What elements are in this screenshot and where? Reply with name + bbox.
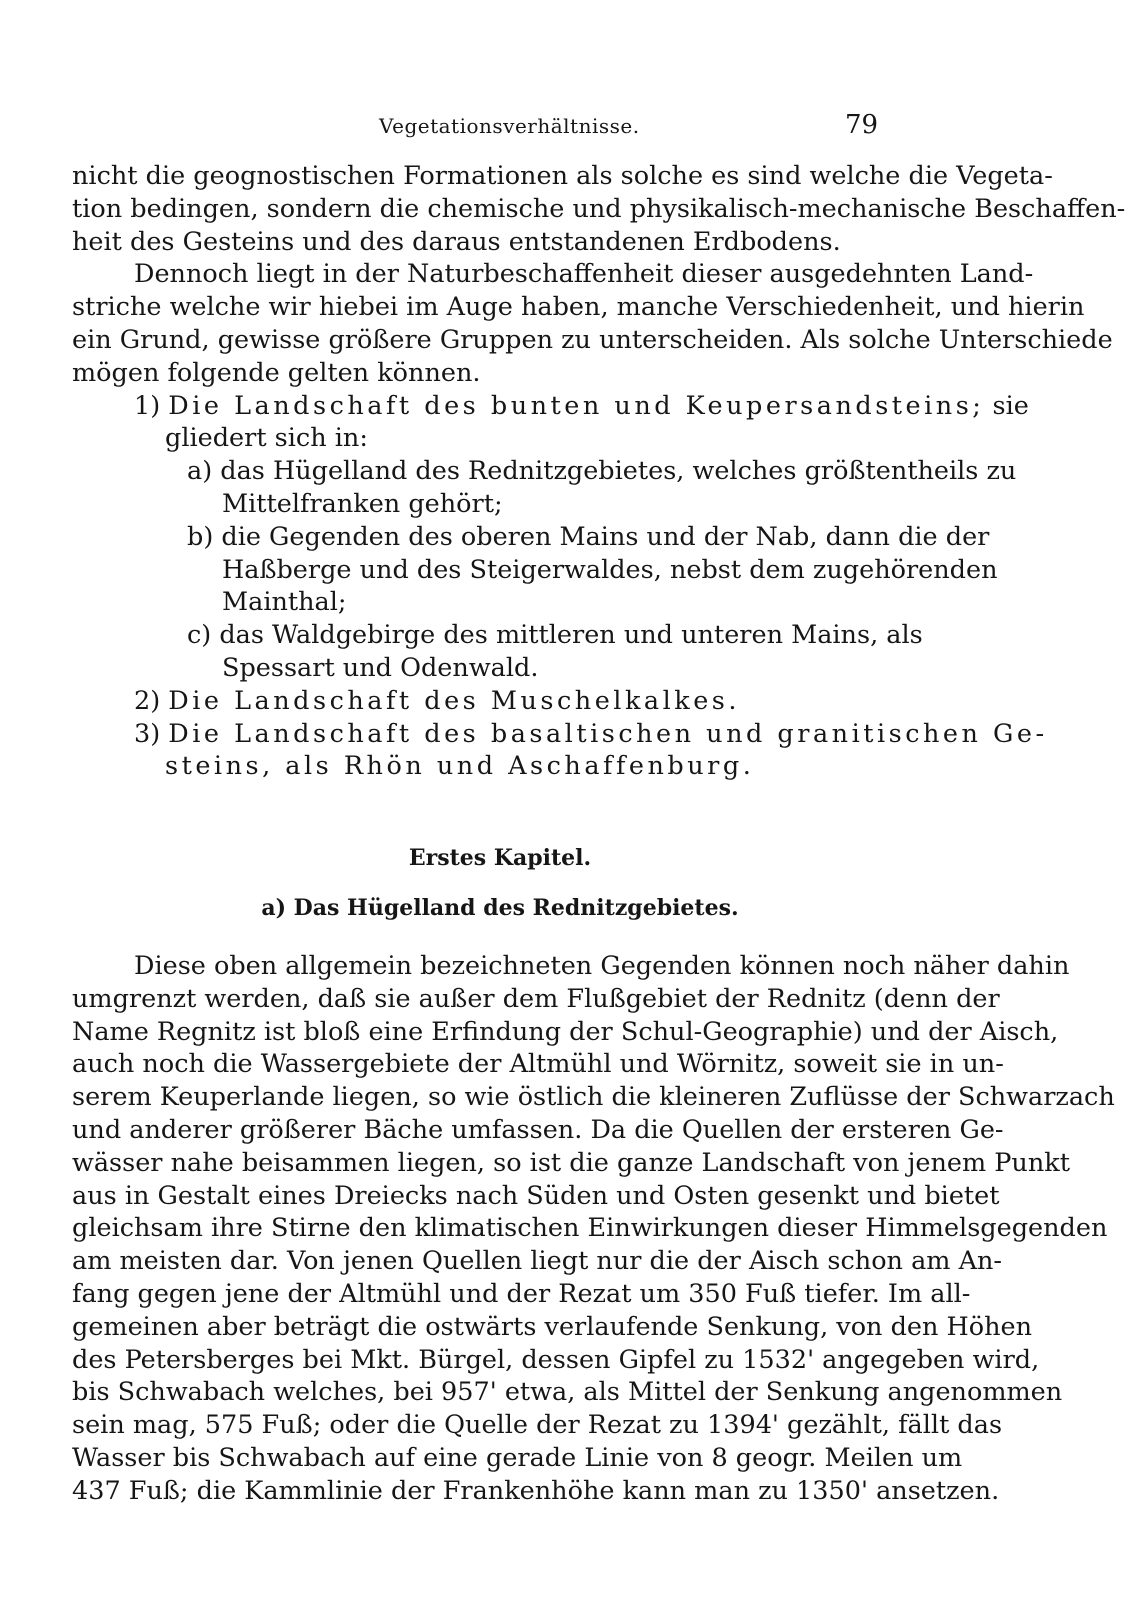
text-line: 437 Fuß; die Kammlinie der Frankenhöhe kann man zu 1350' ansetzen.	[72, 1475, 1000, 1506]
text-line: gleichsam ihre Stirne den klimatischen Einwirkungen dieser Himmelsgegenden	[72, 1213, 1108, 1244]
list-heading: Die Landschaft des basaltischen und granitischen Ge-	[168, 718, 1048, 749]
text-line: umgrenzt werden, daß sie außer dem Flußgebiet der Rednitz (denn der	[72, 983, 1000, 1014]
section-title: a) Das Hügelland des Rednitzgebietes.	[261, 895, 739, 921]
list-number: 3)	[134, 718, 161, 749]
text-line: ein Grund, gewisse größere Gruppen zu unterscheiden. Als solche Unterschiede	[72, 324, 1113, 355]
list-text: sie	[992, 390, 1029, 421]
text-line: gliedert sich in:	[165, 423, 368, 454]
sublist-item-b: b) die Gegenden des oberen Mains und der Nab, dann die der	[187, 521, 990, 552]
text-line: Haßberge und des Steigerwaldes, nebst dem zugehörenden	[222, 554, 998, 585]
text-line: mögen folgende gelten können.	[72, 357, 481, 388]
list-item-1	[72, 390, 1029, 423]
sublist-item-c: c) das Waldgebirge des mittleren und unteren Mains, als	[187, 620, 923, 651]
text-line: nicht die geognostischen Formationen als solche es sind welche die Vegeta-	[72, 161, 1053, 191]
text-line: tion bedingen, sondern die chemische und physikalisch-mechanische Beschaffen-	[72, 193, 1125, 224]
text-line: Diese oben allgemein bezeichneten Gegenden können noch näher dahin	[134, 951, 1070, 981]
text-line: auch noch die Wassergebiete der Altmühl und Wörnitz, soweit sie in un-	[72, 1049, 1004, 1080]
body-text-lower	[72, 950, 1115, 1508]
list-heading: steins, als Rhön und Aschaffenburg.	[165, 751, 755, 782]
running-title: Vegetationsverhältnisse.	[379, 114, 640, 138]
text-line: Mittelfranken gehört;	[222, 488, 503, 519]
text-line: Wasser bis Schwabach auf eine gerade Linie von 8 geogr. Meilen um	[72, 1442, 963, 1473]
list-item-2	[72, 685, 922, 718]
text-line: sein mag, 575 Fuß; oder die Quelle der Rezat zu 1394' gezählt, fällt das	[72, 1410, 1003, 1441]
list-item-3	[72, 718, 1048, 751]
page-number: 79	[845, 110, 879, 140]
text-line: Mainthal;	[222, 587, 347, 618]
text-line: heit des Gesteins und des daraus entstandenen Erdbodens.	[72, 226, 841, 257]
text-line: fang gegen jene der Altmühl und der Rezat um 350 Fuß tiefer. Im all-	[72, 1278, 971, 1309]
chapter-title: Erstes Kapitel.	[408, 845, 592, 871]
sublist-item-a: a) das Hügelland des Rednitzgebietes, welches größtentheils zu	[187, 456, 1017, 487]
text-line: bis Schwabach welches, bei 957' etwa, als Mittel der Senkung angenommen	[72, 1377, 1063, 1408]
text-line: am meisten dar. Von jenen Quellen liegt nur die der Aisch schon am An-	[72, 1246, 1003, 1277]
text-line	[72, 750, 922, 783]
text-line: Dennoch liegt in der Naturbeschaffenheit dieser ausgedehnten Land-	[134, 259, 1034, 290]
list-number: 2)	[134, 685, 161, 716]
text-line: aus in Gestalt eines Dreiecks nach Süden und Osten gesenkt und bietet	[72, 1180, 1000, 1211]
text-line: gemeinen aber beträgt die ostwärts verlaufende Senkung, von den Höhen	[72, 1311, 1033, 1342]
text-line: Spessart und Odenwald.	[222, 652, 539, 683]
text-line: des Petersberges bei Mkt. Bürgel, dessen Gipfel zu 1532' angegeben wird,	[72, 1344, 1040, 1375]
list-heading: Die Landschaft des Muschelkalkes.	[168, 685, 740, 716]
list-heading: Die Landschaft des bunten und Keupersandsteins;	[168, 390, 985, 421]
list-number: 1)	[134, 390, 161, 421]
text-line: serem Keuperlande liegen, so wie östlich die kleineren Zuflüsse der Schwarzach	[72, 1082, 1115, 1113]
page-header	[0, 110, 1000, 144]
text-line: wässer nahe beisammen liegen, so ist die ganze Landschaft von jenem Punkt	[72, 1147, 1070, 1178]
text-line: Name Regnitz ist bloß eine Erfindung der Schul-Geographie) und der Aisch,	[72, 1016, 1059, 1047]
body-text-upper	[72, 160, 1125, 783]
text-line: und anderer größerer Bäche umfassen. Da die Quellen der ersteren Ge-	[72, 1114, 1004, 1145]
text-line: striche welche wir hiebei im Auge haben, manche Verschiedenheit, und hierin	[72, 292, 1085, 323]
